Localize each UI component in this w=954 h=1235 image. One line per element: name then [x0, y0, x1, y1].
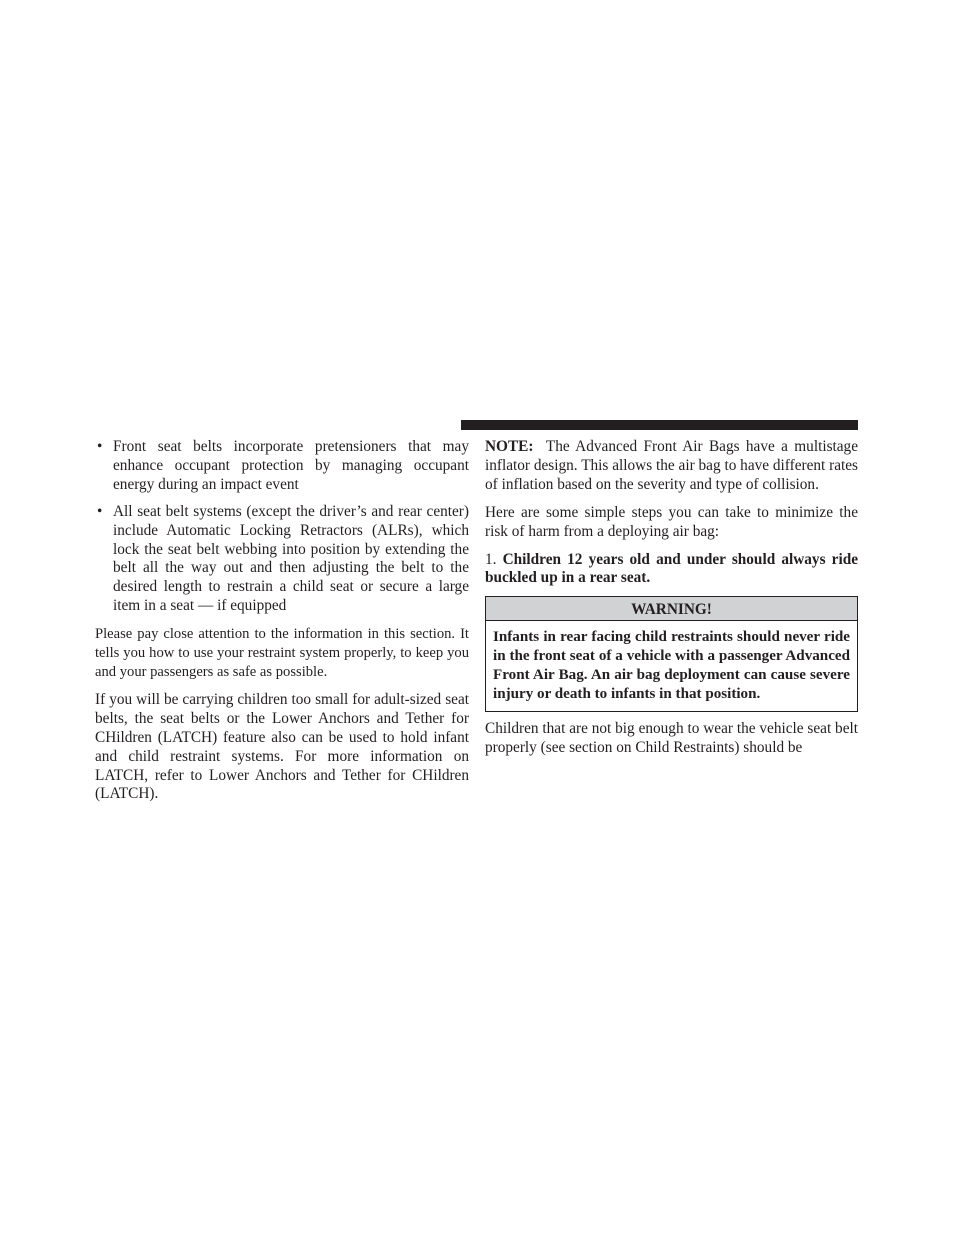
feature-bullet-list [95, 438, 469, 616]
bullet-text: Front seat belts incorporate pretensioners that may enhance occupant protection by managing occupant energy during an impact event [113, 438, 469, 493]
steps-intro: Here are some simple steps you can take to minimize the risk of harm from a deploying air bag: [485, 503, 858, 540]
left-column [95, 438, 469, 804]
bullet-item-alr [95, 503, 469, 616]
bullet-item-pretensioners [95, 438, 469, 495]
note-label: NOTE: [485, 438, 534, 455]
warning-text: Infants in rear facing child restraints should never ride in the front seat of a vehicle with a passenger Advanced Front Air Bag. An air bag deployment can cause severe injury or death to infants in that position. [493, 629, 850, 703]
trailing-paragraph: Children that are not big enough to wear the vehicle seat belt properly (see section on Child Restraints) should be [485, 719, 858, 756]
step-text: Children 12 years old and under should always ride buckled up in a rear seat. [485, 550, 859, 587]
latch-paragraph: If you will be carrying children too small for adult-sized seat belts, the seat belts or the Lower Anchors and Tether for CHildren (LATCH) feature also can be used to hold infant and child restraint systems. For more information on LATCH, refer to Lower Anchors and Tether for CHildren (LATCH). [95, 690, 469, 803]
step-1 [485, 551, 858, 589]
right-column [485, 438, 858, 758]
step-number: 1. [485, 550, 497, 568]
note-paragraph [485, 438, 858, 495]
note-text: The Advanced Front Air Bags have a multistage inflator design. This allows the air bag to have different rates of inflation based on the severity and type of collision. [485, 438, 858, 493]
bullet-text: All seat belt systems (except the driver’s and rear center) include Automatic Locking Retractors (ALRs), which lock the seat belt webbing into position by extending the belt all the way out and then adjusting the belt to the desired length to restrain a child seat or secure a large item in a seat — if equipped [113, 502, 469, 615]
warning-title: WARNING! [486, 597, 857, 621]
bullet-icon: • [97, 502, 103, 520]
attention-paragraph: Please pay close attention to the information in this section. It tells you how to use your restraint system properly, to keep you and your passengers as safe as possible. [95, 626, 469, 680]
bullet-icon: • [97, 438, 103, 455]
warning-box [485, 596, 858, 712]
section-header-rule [461, 420, 858, 430]
